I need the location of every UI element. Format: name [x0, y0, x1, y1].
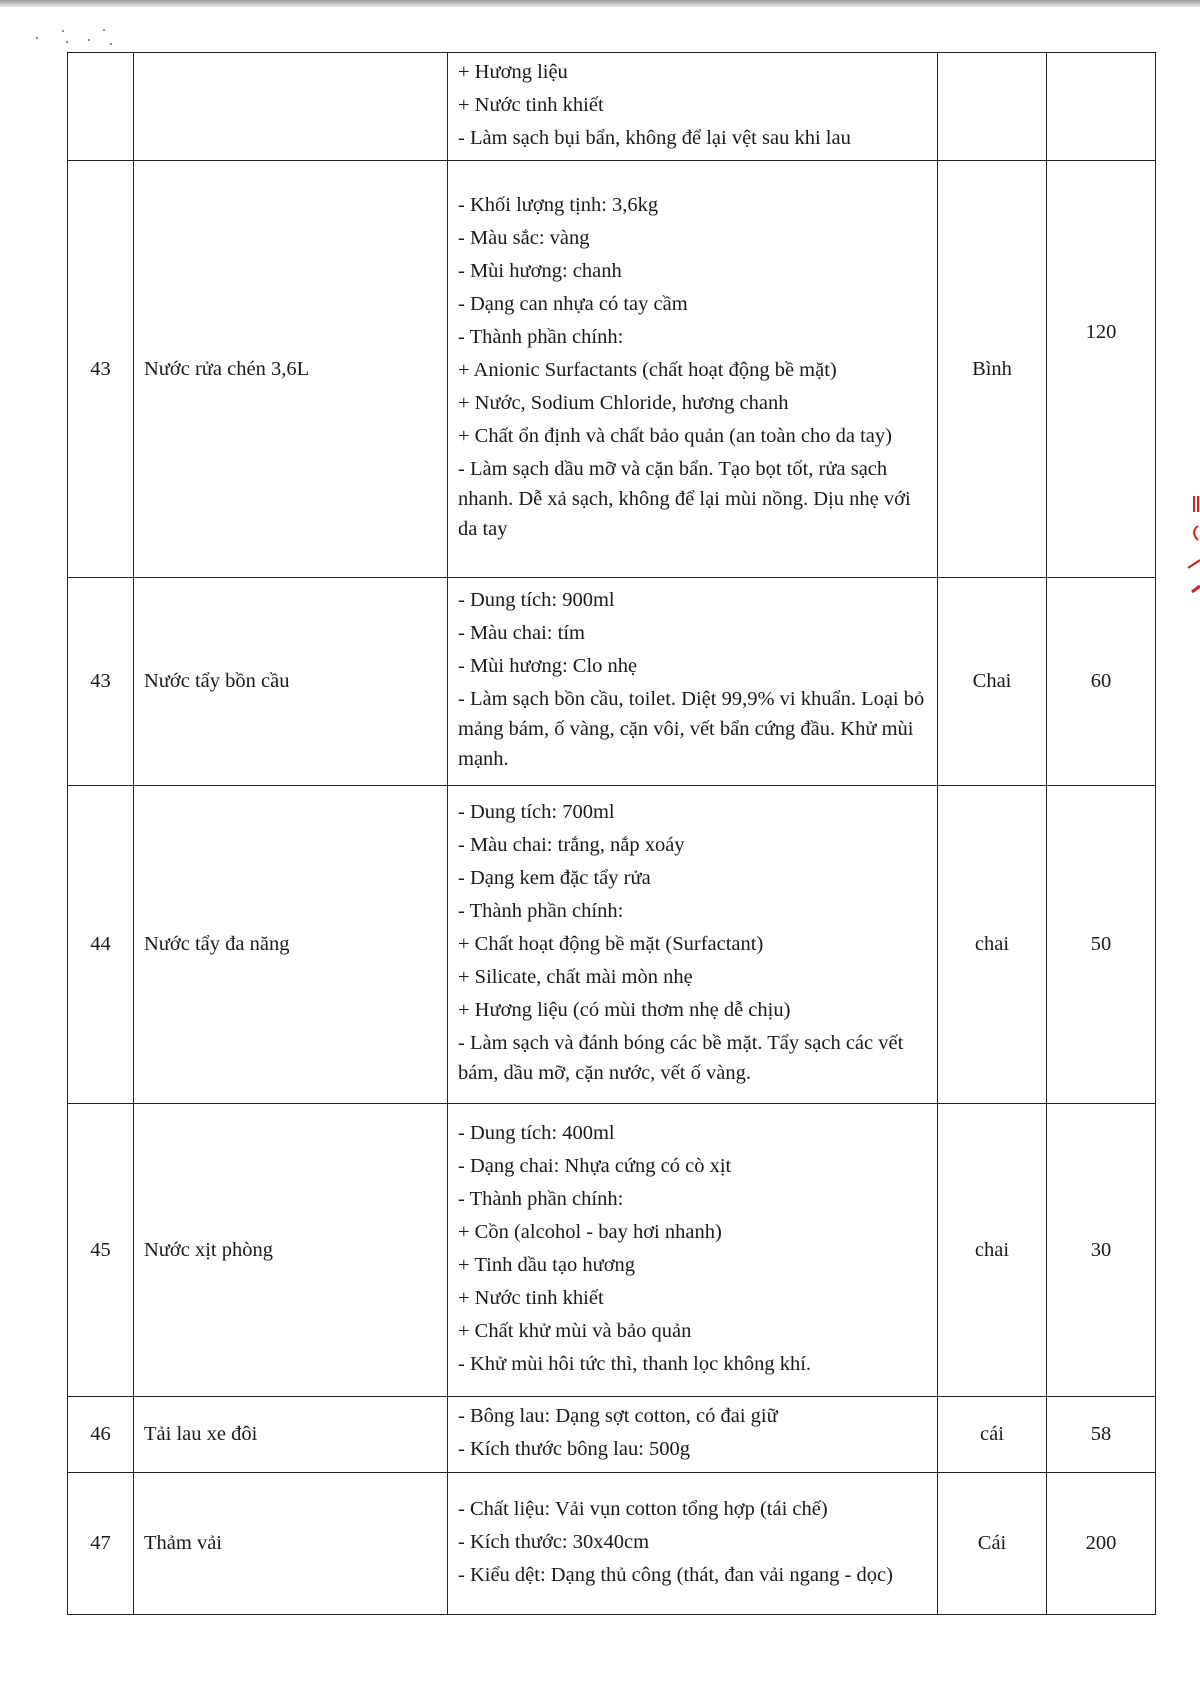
quantity: 30	[1047, 1104, 1156, 1397]
unit-of-measure: Chai	[938, 578, 1047, 786]
product-name: Tải lau xe đôi	[134, 1397, 448, 1473]
spec-line: - Kiểu dệt: Dạng thủ công (thát, đan vải ngang - dọc)	[458, 1563, 893, 1586]
spec-line: - Mùi hương: Clo nhẹ	[458, 655, 638, 677]
spec-line: + Anionic Surfactants (chất hoạt động bề mặt)	[458, 359, 837, 381]
row-number: 44	[68, 786, 134, 1104]
table-row	[68, 1397, 1156, 1473]
spec-line: - Màu chai: trắng, nắp xoáy	[458, 834, 685, 856]
scan-top-edge	[0, 0, 1200, 7]
product-name: Nước xịt phòng	[134, 1104, 448, 1397]
table-row	[68, 161, 1156, 578]
table-row	[68, 1104, 1156, 1397]
quantity: 50	[1047, 786, 1156, 1104]
spec-line: - Dung tích: 900ml	[458, 589, 615, 611]
unit-of-measure: Bình	[938, 161, 1047, 578]
spec-line: + Nước tinh khiết	[458, 1286, 604, 1309]
product-spec	[448, 786, 938, 1104]
spec-line: - Kích thước bông lau: 500g	[458, 1438, 691, 1460]
unit-of-measure: cái	[938, 1397, 1047, 1473]
spec-line: + Cồn (alcohol - bay hơi nhanh)	[458, 1220, 722, 1243]
quantity: 200	[1047, 1473, 1156, 1615]
spec-line: + Chất hoạt động bề mặt (Surfactant)	[458, 933, 764, 955]
spec-line: - Dạng kem đặc tẩy rửa	[458, 867, 651, 889]
spec-line: - Dung tích: 700ml	[458, 801, 615, 823]
table-row	[68, 578, 1156, 786]
spec-line: + Silicate, chất mài mòn nhẹ	[458, 966, 693, 988]
quantity	[1047, 53, 1156, 161]
table-row	[68, 53, 1156, 161]
product-spec	[448, 1104, 938, 1397]
spec-line: + Hương liệu (có mùi thơm nhẹ dễ chịu)	[458, 999, 791, 1021]
product-name	[134, 53, 448, 161]
unit-of-measure: Cái	[938, 1473, 1047, 1615]
stamp-fragment-mark	[1184, 490, 1200, 600]
product-spec	[448, 1397, 938, 1473]
product-spec	[448, 578, 938, 786]
spec-line: - Bông lau: Dạng sợt cotton, có đai giữ	[458, 1405, 778, 1427]
spec-line: + Hương liệu	[458, 60, 568, 83]
spec-line: - Dạng chai: Nhựa cứng có cò xịt	[458, 1154, 732, 1177]
scan-specks	[30, 25, 130, 55]
spec-line: - Màu sắc: vàng	[458, 227, 590, 249]
spec-line: - Thành phần chính:	[458, 326, 624, 348]
product-name: Thảm vải	[134, 1473, 448, 1615]
spec-line: - Kích thước: 30x40cm	[458, 1530, 650, 1553]
row-number: 46	[68, 1397, 134, 1473]
spec-line: - Màu chai: tím	[458, 622, 585, 644]
spec-line: + Nước, Sodium Chloride, hương chanh	[458, 392, 789, 414]
spec-line: - Dạng can nhựa có tay cầm	[458, 293, 688, 315]
unit-of-measure: chai	[938, 786, 1047, 1104]
spec-line: - Thành phần chính:	[458, 1187, 624, 1210]
row-number: 43	[68, 161, 134, 578]
table-row	[68, 1473, 1156, 1615]
row-number	[68, 53, 134, 161]
spec-line: + Chất ổn định và chất bảo quản (an toàn cho da tay)	[458, 425, 892, 447]
unit-of-measure	[938, 53, 1047, 161]
spec-line: - Mùi hương: chanh	[458, 260, 622, 282]
row-number: 47	[68, 1473, 134, 1615]
spec-line: - Làm sạch bồn cầu, toilet. Diệt 99,9% vi khuẩn. Loại bỏ mảng bám, ố vàng, cặn vôi, vết bẩn cứng đầu. Khử mùi mạnh.	[458, 688, 925, 770]
product-spec	[448, 1473, 938, 1615]
spec-line: - Dung tích: 400ml	[458, 1121, 615, 1144]
spec-line: + Nước tinh khiết	[458, 93, 604, 116]
spec-line: - Khử mùi hôi tức thì, thanh lọc không khí.	[458, 1352, 812, 1375]
spec-line: - Làm sạch bụi bẩn, không để lại vệt sau khi lau	[458, 126, 851, 149]
product-name: Nước rửa chén 3,6L	[134, 161, 448, 578]
spec-line: - Làm sạch dầu mỡ và cặn bẩn. Tạo bọt tốt, rửa sạch nhanh. Dễ xả sạch, không để lại mùi nồng. Dịu nhẹ với da tay	[458, 458, 911, 540]
product-name: Nước tẩy bồn cầu	[134, 578, 448, 786]
quantity: 60	[1047, 578, 1156, 786]
unit-of-measure: chai	[938, 1104, 1047, 1397]
spec-line: - Thành phần chính:	[458, 900, 624, 922]
table-row	[68, 786, 1156, 1104]
table-body	[68, 53, 1156, 1615]
spec-line: - Khối lượng tịnh: 3,6kg	[458, 194, 659, 216]
row-number: 43	[68, 578, 134, 786]
spec-line: - Chất liệu: Vải vụn cotton tổng hợp (tái chế)	[458, 1497, 828, 1520]
row-number: 45	[68, 1104, 134, 1397]
product-name: Nước tẩy đa năng	[134, 786, 448, 1104]
product-spec	[448, 161, 938, 578]
product-spec	[448, 53, 938, 161]
quantity: 120	[1047, 161, 1156, 578]
quantity: 58	[1047, 1397, 1156, 1473]
product-spec-table	[67, 52, 1156, 1615]
spec-line: + Tinh dầu tạo hương	[458, 1253, 636, 1276]
spec-line: + Chất khử mùi và bảo quản	[458, 1319, 692, 1342]
spec-line: - Làm sạch và đánh bóng các bề mặt. Tẩy sạch các vết bám, dầu mỡ, cặn nước, vết ố vàng.	[458, 1032, 904, 1084]
